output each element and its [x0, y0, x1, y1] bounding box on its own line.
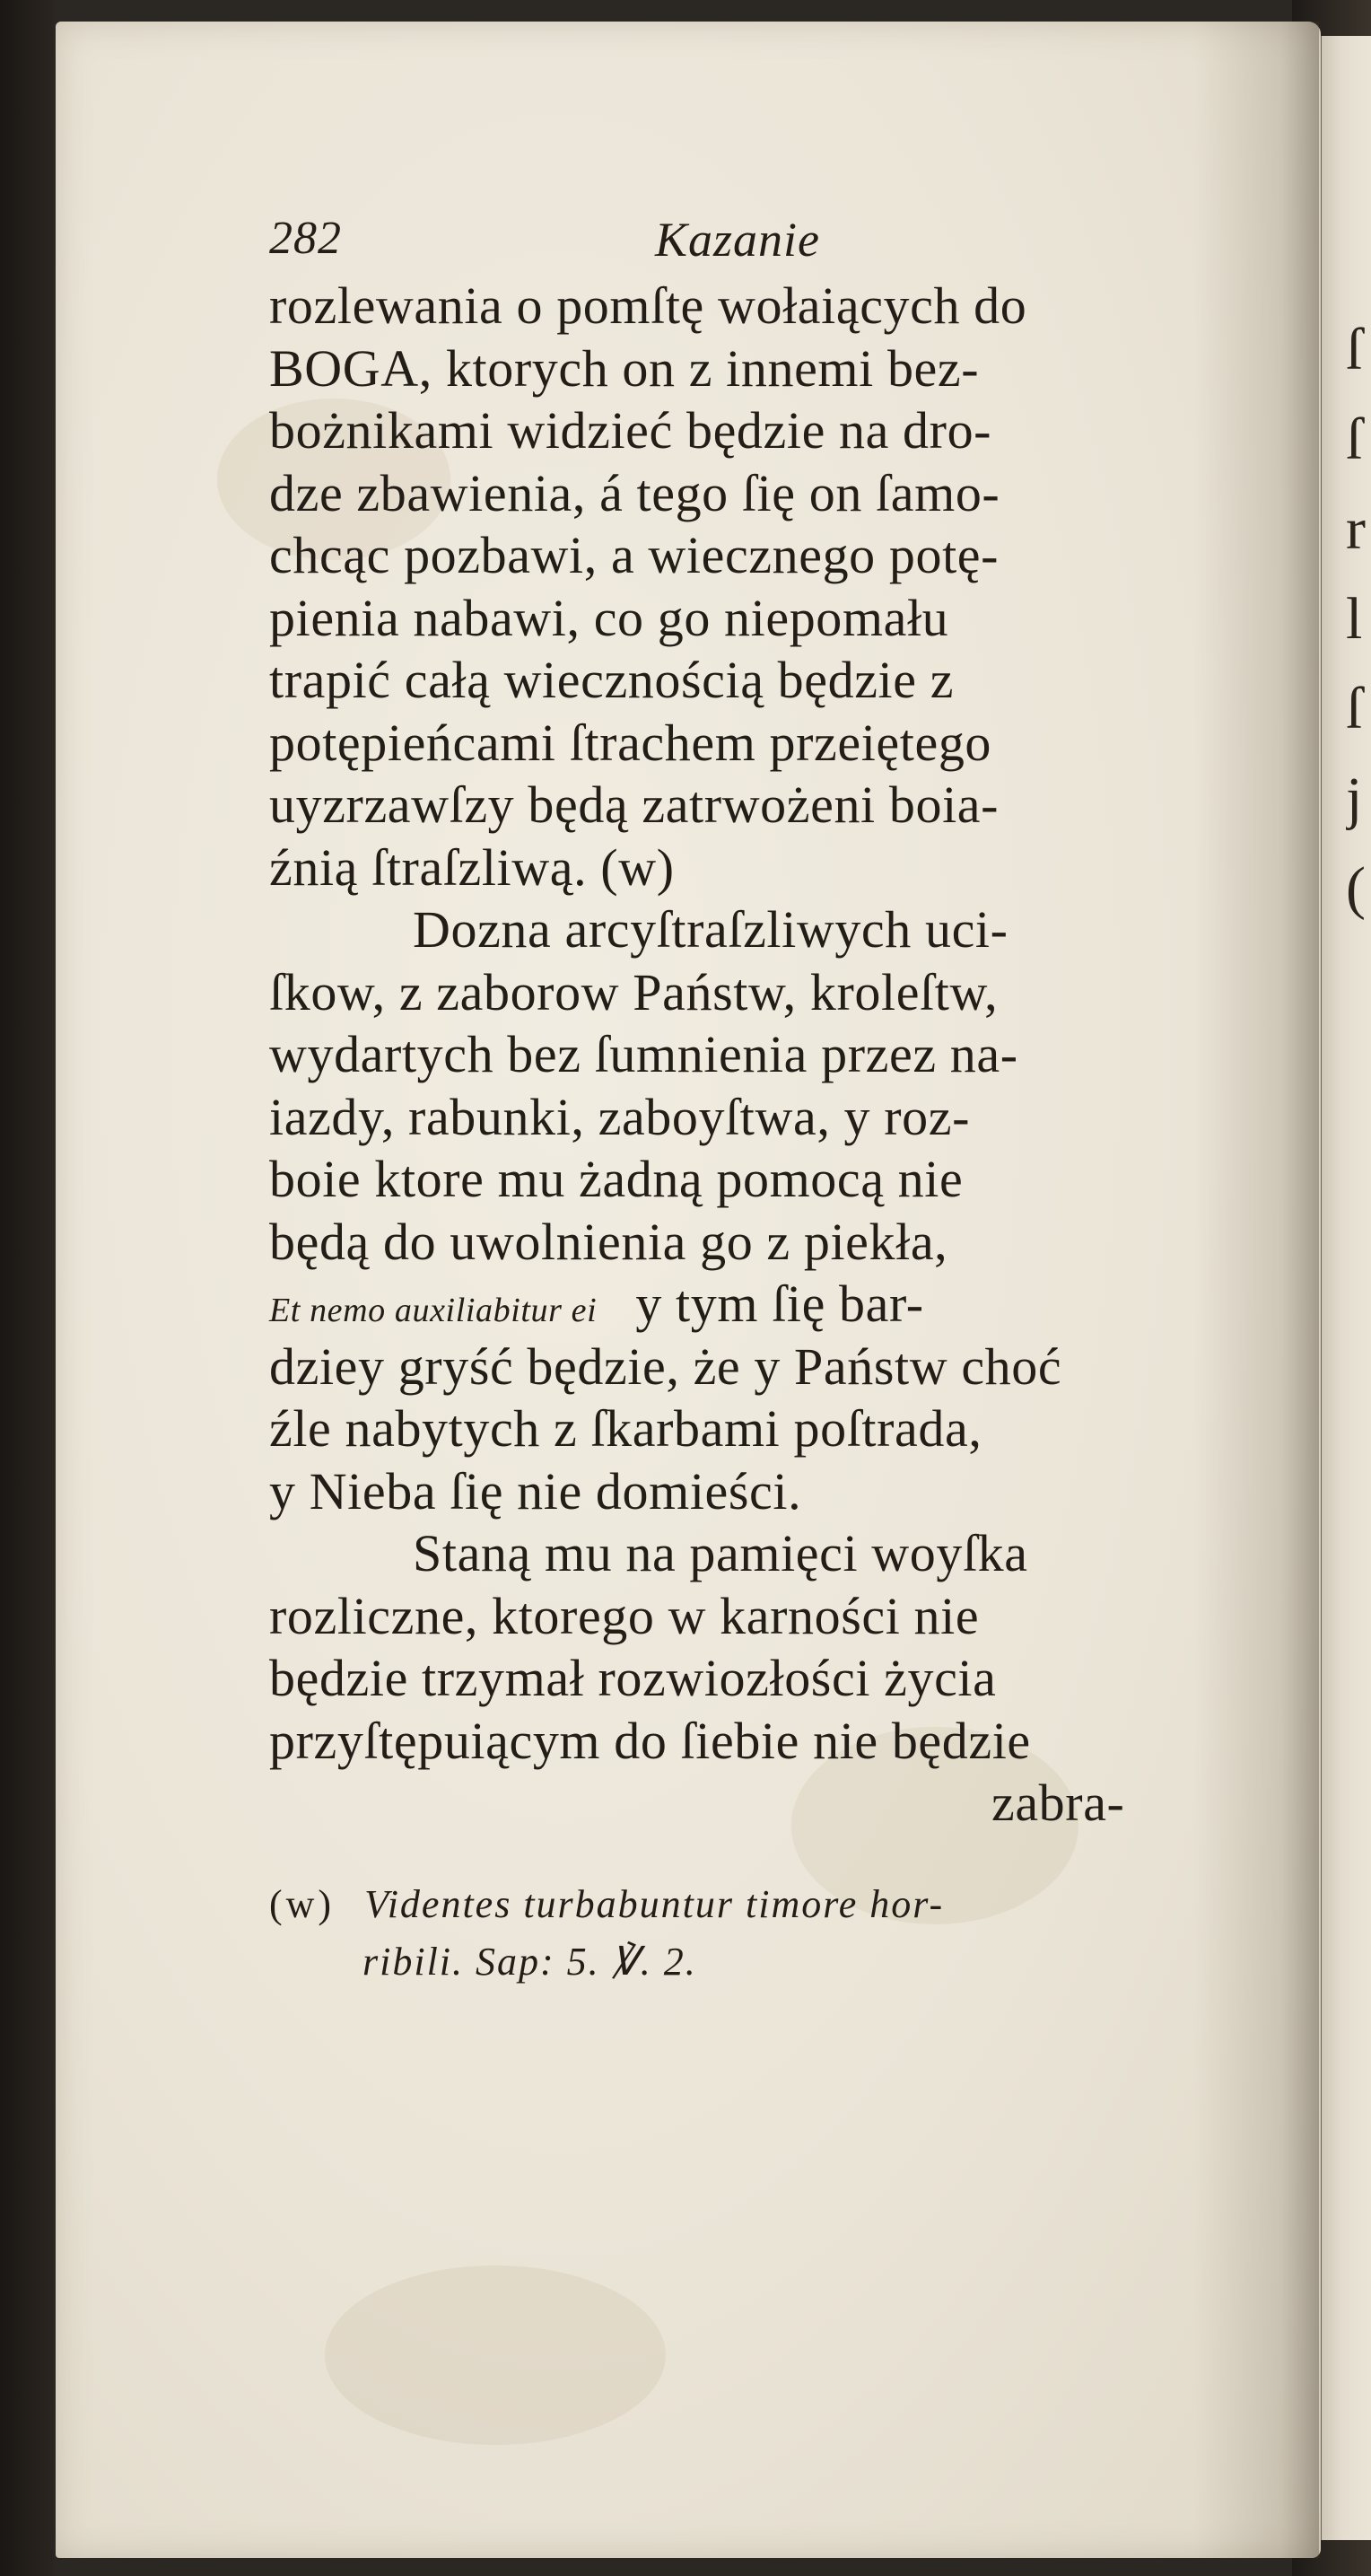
text-line: dziey gryść będzie, że y Państw choć [269, 1336, 1062, 1396]
text-line: uyzrzawſzy będą zatrwożeni boia- [269, 775, 1000, 834]
text-line: y Nieba ſię nie domieści. [269, 1461, 802, 1520]
text-line-with-latin [269, 1273, 1283, 1336]
facing-page-text-fragment: ſ ſ r l ſ j ( [1346, 317, 1366, 921]
latin-quotation: Et nemo auxiliabitur ei [269, 1292, 598, 1329]
text-line: źnią ſtraſzliwą. (w) [269, 837, 675, 897]
text-line-tail: y tym ſię bar- [635, 1275, 924, 1333]
footnote-line [269, 1876, 1283, 1933]
text-line: pienia nabawi, co go niepomału [269, 588, 949, 647]
footnote [269, 1876, 1283, 1991]
text-line: boie ktore mu żadną pomocą nie [269, 1150, 964, 1208]
text-line: bożnikami widzieć będzie na dro- [269, 401, 992, 460]
text-line: ſkow, z zaborow Państw, kroleſtw, [269, 962, 999, 1021]
footnote-line [269, 1933, 1283, 1991]
text-line: dze zbawienia, á tego ſię on ſamo- [269, 463, 1000, 522]
text-line: chcąc pozbawi, a wiecznego potę- [269, 526, 1000, 584]
footnote-marker: (w) [269, 1881, 336, 1926]
catchword: zabra- [991, 1774, 1125, 1832]
text-line: trapić całą wiecznością będzie z [269, 651, 955, 709]
text-line: rozliczne, ktorego w karności nie [269, 1586, 980, 1645]
footnote-text: Videntes turbabuntur timore hor- [364, 1881, 945, 1926]
paragraph-start-line: Dozna arcyſtraſzliwych uci- [413, 900, 1009, 959]
text-line: BOGA, ktorych on z innemi bez- [269, 338, 980, 398]
text-line: będzie trzymał rozwiozłości życia [269, 1649, 997, 1707]
text-line: będą do uwolnienia go z piekła, [269, 1212, 948, 1271]
text-line: potępieńcami ſtrachem przeiętego [269, 713, 992, 772]
paper-stain [325, 2265, 666, 2445]
text-line: przyſtępuiącym do ſiebie nie będzie [269, 1711, 1031, 1770]
page-number: 282 [269, 213, 342, 264]
text-line: iazdy, rabunki, zaboyſtwa, y roz- [269, 1087, 971, 1146]
text-line: rozlewania o pomſtę wołaiących do [269, 276, 1027, 335]
paragraph-start-line: Staną mu na pamięci woyſka [413, 1524, 1028, 1582]
page-header [269, 212, 1283, 275]
running-title: Kazanie [655, 213, 821, 267]
text-line: źle nabytych z ſkarbami poſtrada, [269, 1399, 982, 1458]
footnote-text: ribili. Sap: 5. ℣. 2. [362, 1939, 697, 1984]
page-text-block [269, 212, 1283, 1991]
text-line: wydartych bez ſumnienia przez na- [269, 1025, 1018, 1083]
scanner-left-margin [0, 0, 54, 2576]
body-text [269, 275, 1283, 1835]
